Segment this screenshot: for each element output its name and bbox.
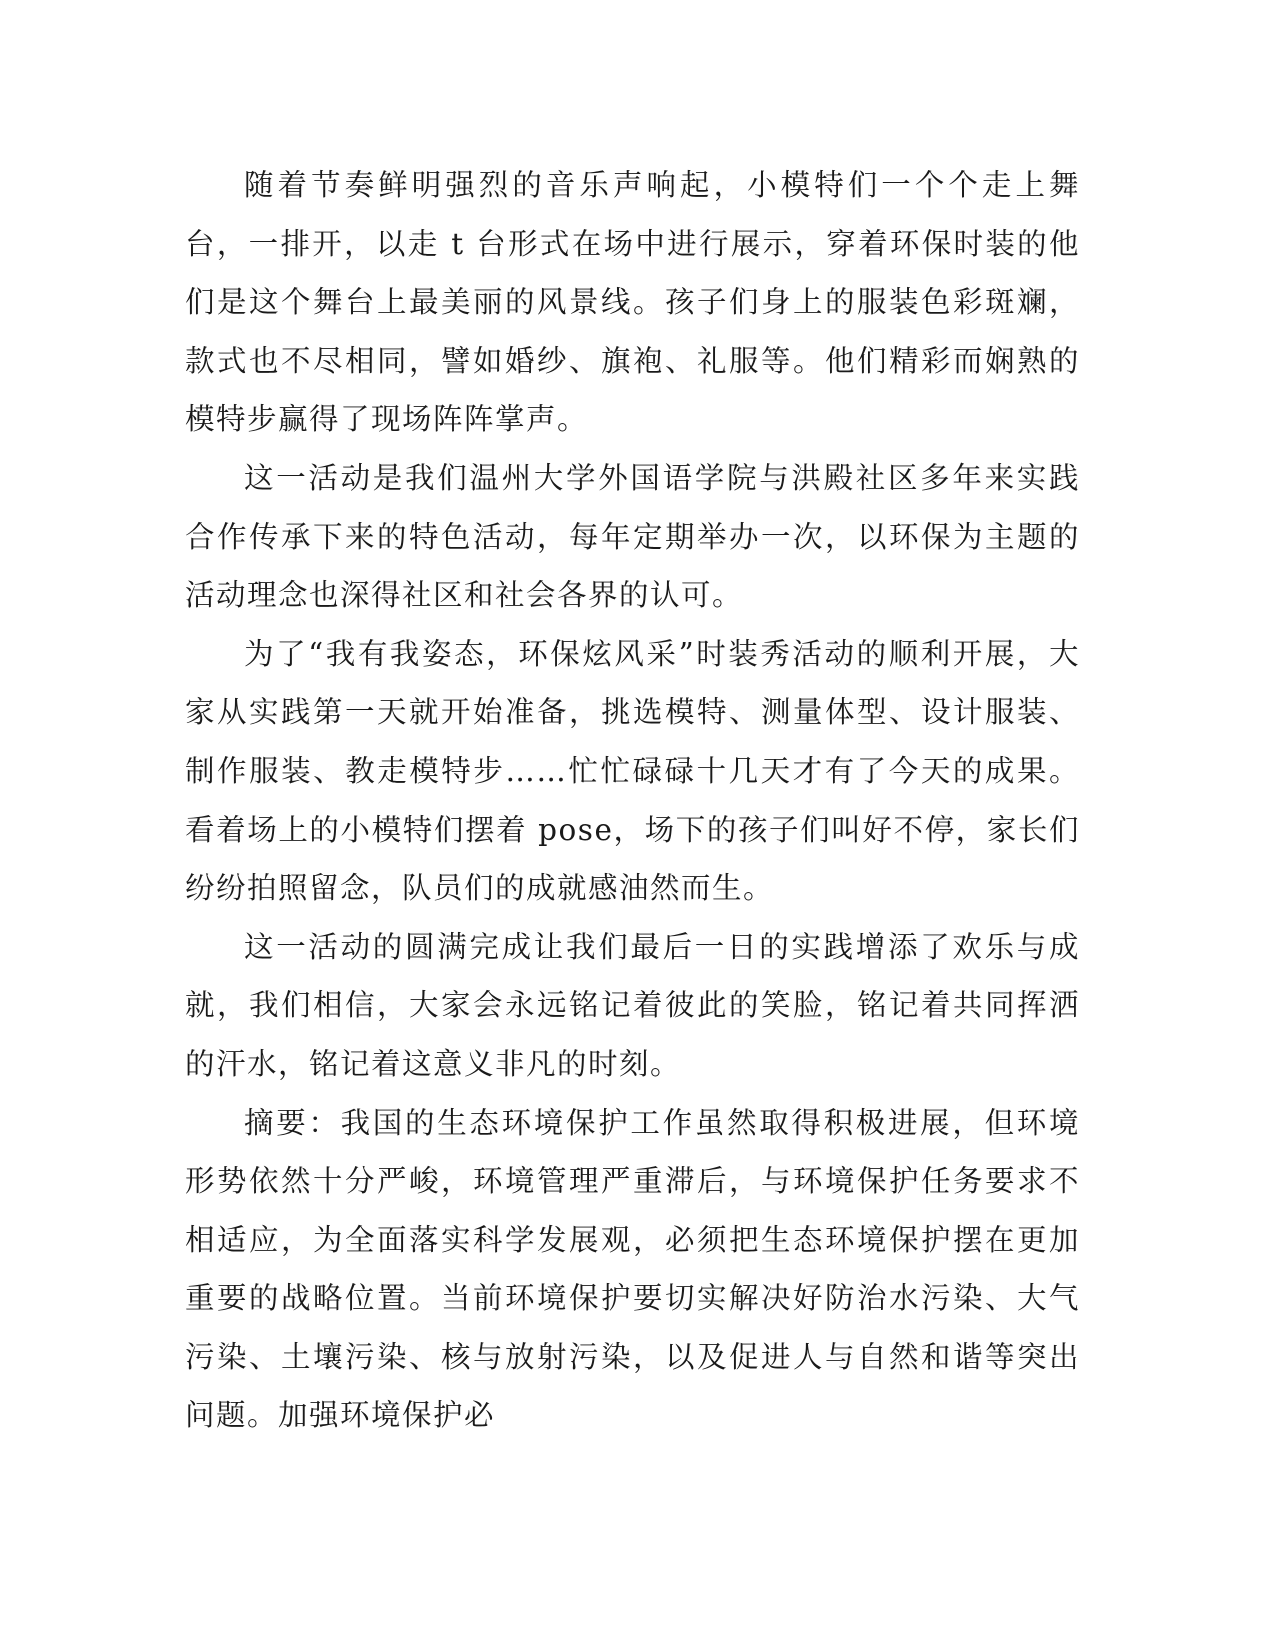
document-body [185,156,1080,1445]
paragraph-activity-tradition: 这一活动是我们温州大学外国语学院与洪殿社区多年来实践合作传承下来的特色活动，每年定期举办一次，以环保为主题的活动理念也深得社区和社会各界的认可。 [185,460,1080,613]
paragraph-preparation: 为了“我有我姿态，环保炫风采”时装秀活动的顺利开展，大家从实践第一天就开始准备，挑选模特、测量体型、设计服装、制作服装、教走模特步……忙忙碌碌十几天才有了今天的成果。看着场上的小模特们摆着 pose，场下的孩子们叫好不停，家长们纷纷拍照留念，队员们的成就感油然而生。 [185,636,1080,906]
paragraph-abstract: 摘要：我国的生态环境保护工作虽然取得积极进展，但环境形势依然十分严峻，环境管理严重滞后，与环境保护任务要求不相适应，为全面落实科学发展观，必须把生态环境保护摆在更加重要的战略位置。当前环境保护要切实解决好防治水污染、大气污染、土壤污染、核与放射污染，以及促进人与自然和谐等突出问题。加强环境保护必 [185,1105,1080,1433]
paragraph-conclusion: 这一活动的圆满完成让我们最后一日的实践增添了欢乐与成就，我们相信，大家会永远铭记着彼此的笑脸，铭记着共同挥洒的汗水，铭记着这意义非凡的时刻。 [185,929,1080,1081]
paragraph-fashion-show: 随着节奏鲜明强烈的音乐声响起，小模特们一个个走上舞台，一排开，以走 t 台形式在场中进行展示，穿着环保时装的他们是这个舞台上最美丽的风景线。孩子们身上的服装色彩斑斓，款式也不尽相同，譬如婚纱、旗袍、礼服等。他们精彩而娴熟的模特步赢得了现场阵阵掌声。 [185,168,1080,437]
